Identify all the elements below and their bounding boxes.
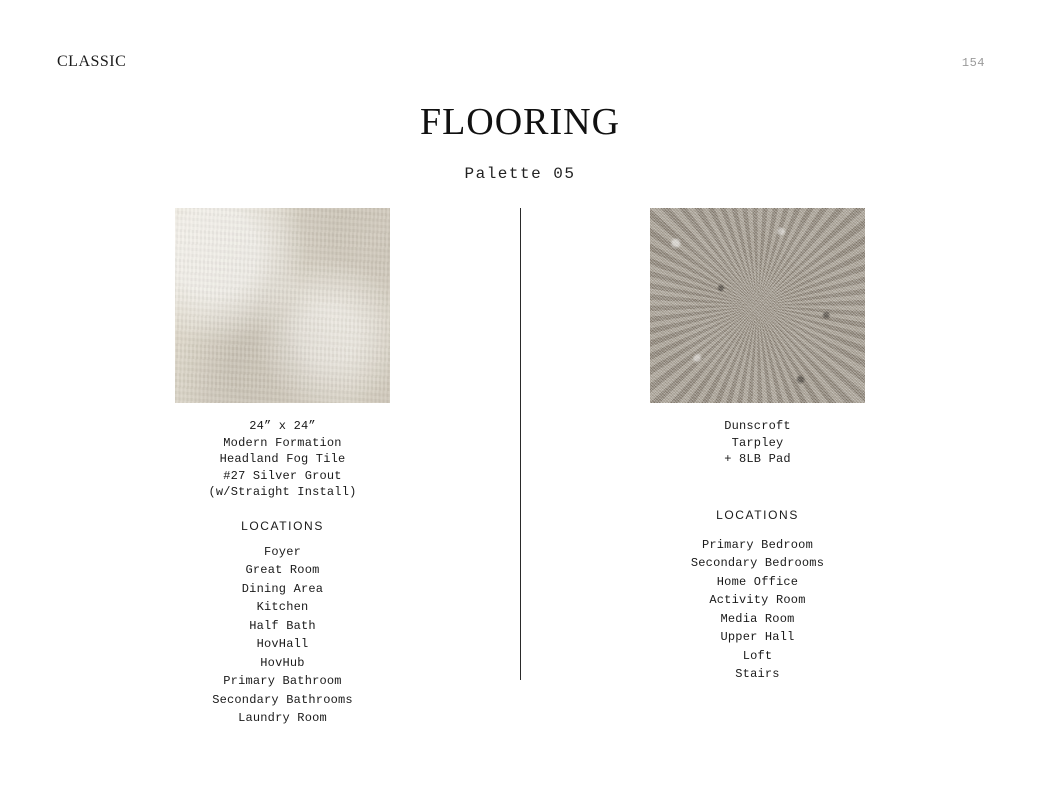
- list-item: Media Room: [720, 611, 795, 626]
- list-item: Kitchen: [256, 600, 309, 614]
- flooring-column-tile: [118, 208, 448, 728]
- list-item: Home Office: [716, 574, 799, 589]
- carpet-locations-list: [691, 536, 824, 684]
- collection-label: CLASSIC: [57, 53, 127, 70]
- tile-locations-list: [212, 543, 353, 728]
- list-item: Great Room: [245, 563, 320, 577]
- spec-line: Headland Fog Tile: [219, 452, 346, 466]
- list-item: Upper Hall: [720, 630, 795, 644]
- list-item: Loft: [742, 648, 773, 663]
- list-item: HovHall: [256, 637, 309, 651]
- carpet-locations-heading: LOCATIONS: [716, 507, 799, 522]
- tile-swatch-image: [175, 208, 390, 403]
- spec-line: Dunscroft: [724, 419, 791, 433]
- carpet-spec-block: [724, 418, 791, 468]
- spec-line: Modern Formation: [223, 435, 342, 450]
- list-item: Half Bath: [249, 618, 316, 633]
- list-item: Activity Room: [709, 593, 806, 607]
- column-divider: [520, 208, 521, 680]
- list-item: Dining Area: [241, 581, 324, 596]
- list-item: Laundry Room: [238, 711, 327, 725]
- tile-locations-heading: LOCATIONS: [241, 518, 324, 533]
- list-item: Secondary Bedrooms: [690, 556, 825, 570]
- list-item: Secondary Bathrooms: [212, 692, 353, 707]
- list-item: Foyer: [263, 544, 301, 559]
- flooring-column-carpet: [593, 208, 923, 684]
- carpet-swatch-image: [650, 208, 865, 403]
- flooring-columns: [0, 208, 1040, 728]
- list-item: Primary Bathroom: [223, 674, 342, 688]
- list-item: Primary Bedroom: [701, 537, 813, 552]
- spec-line: #27 Silver Grout: [223, 468, 342, 483]
- palette-subtitle: Palette 05: [464, 165, 576, 183]
- spec-line: (w/Straight Install): [208, 485, 357, 499]
- spec-line: + 8LB Pad: [724, 452, 791, 466]
- tile-spec-block: [208, 418, 356, 501]
- spec-line: Tarpley: [731, 435, 784, 450]
- list-item: Stairs: [735, 667, 780, 681]
- spec-line: 24” x 24”: [249, 419, 316, 433]
- page-number: 154: [961, 56, 985, 70]
- list-item: HovHub: [260, 655, 305, 670]
- page-title: FLOORING: [419, 101, 621, 143]
